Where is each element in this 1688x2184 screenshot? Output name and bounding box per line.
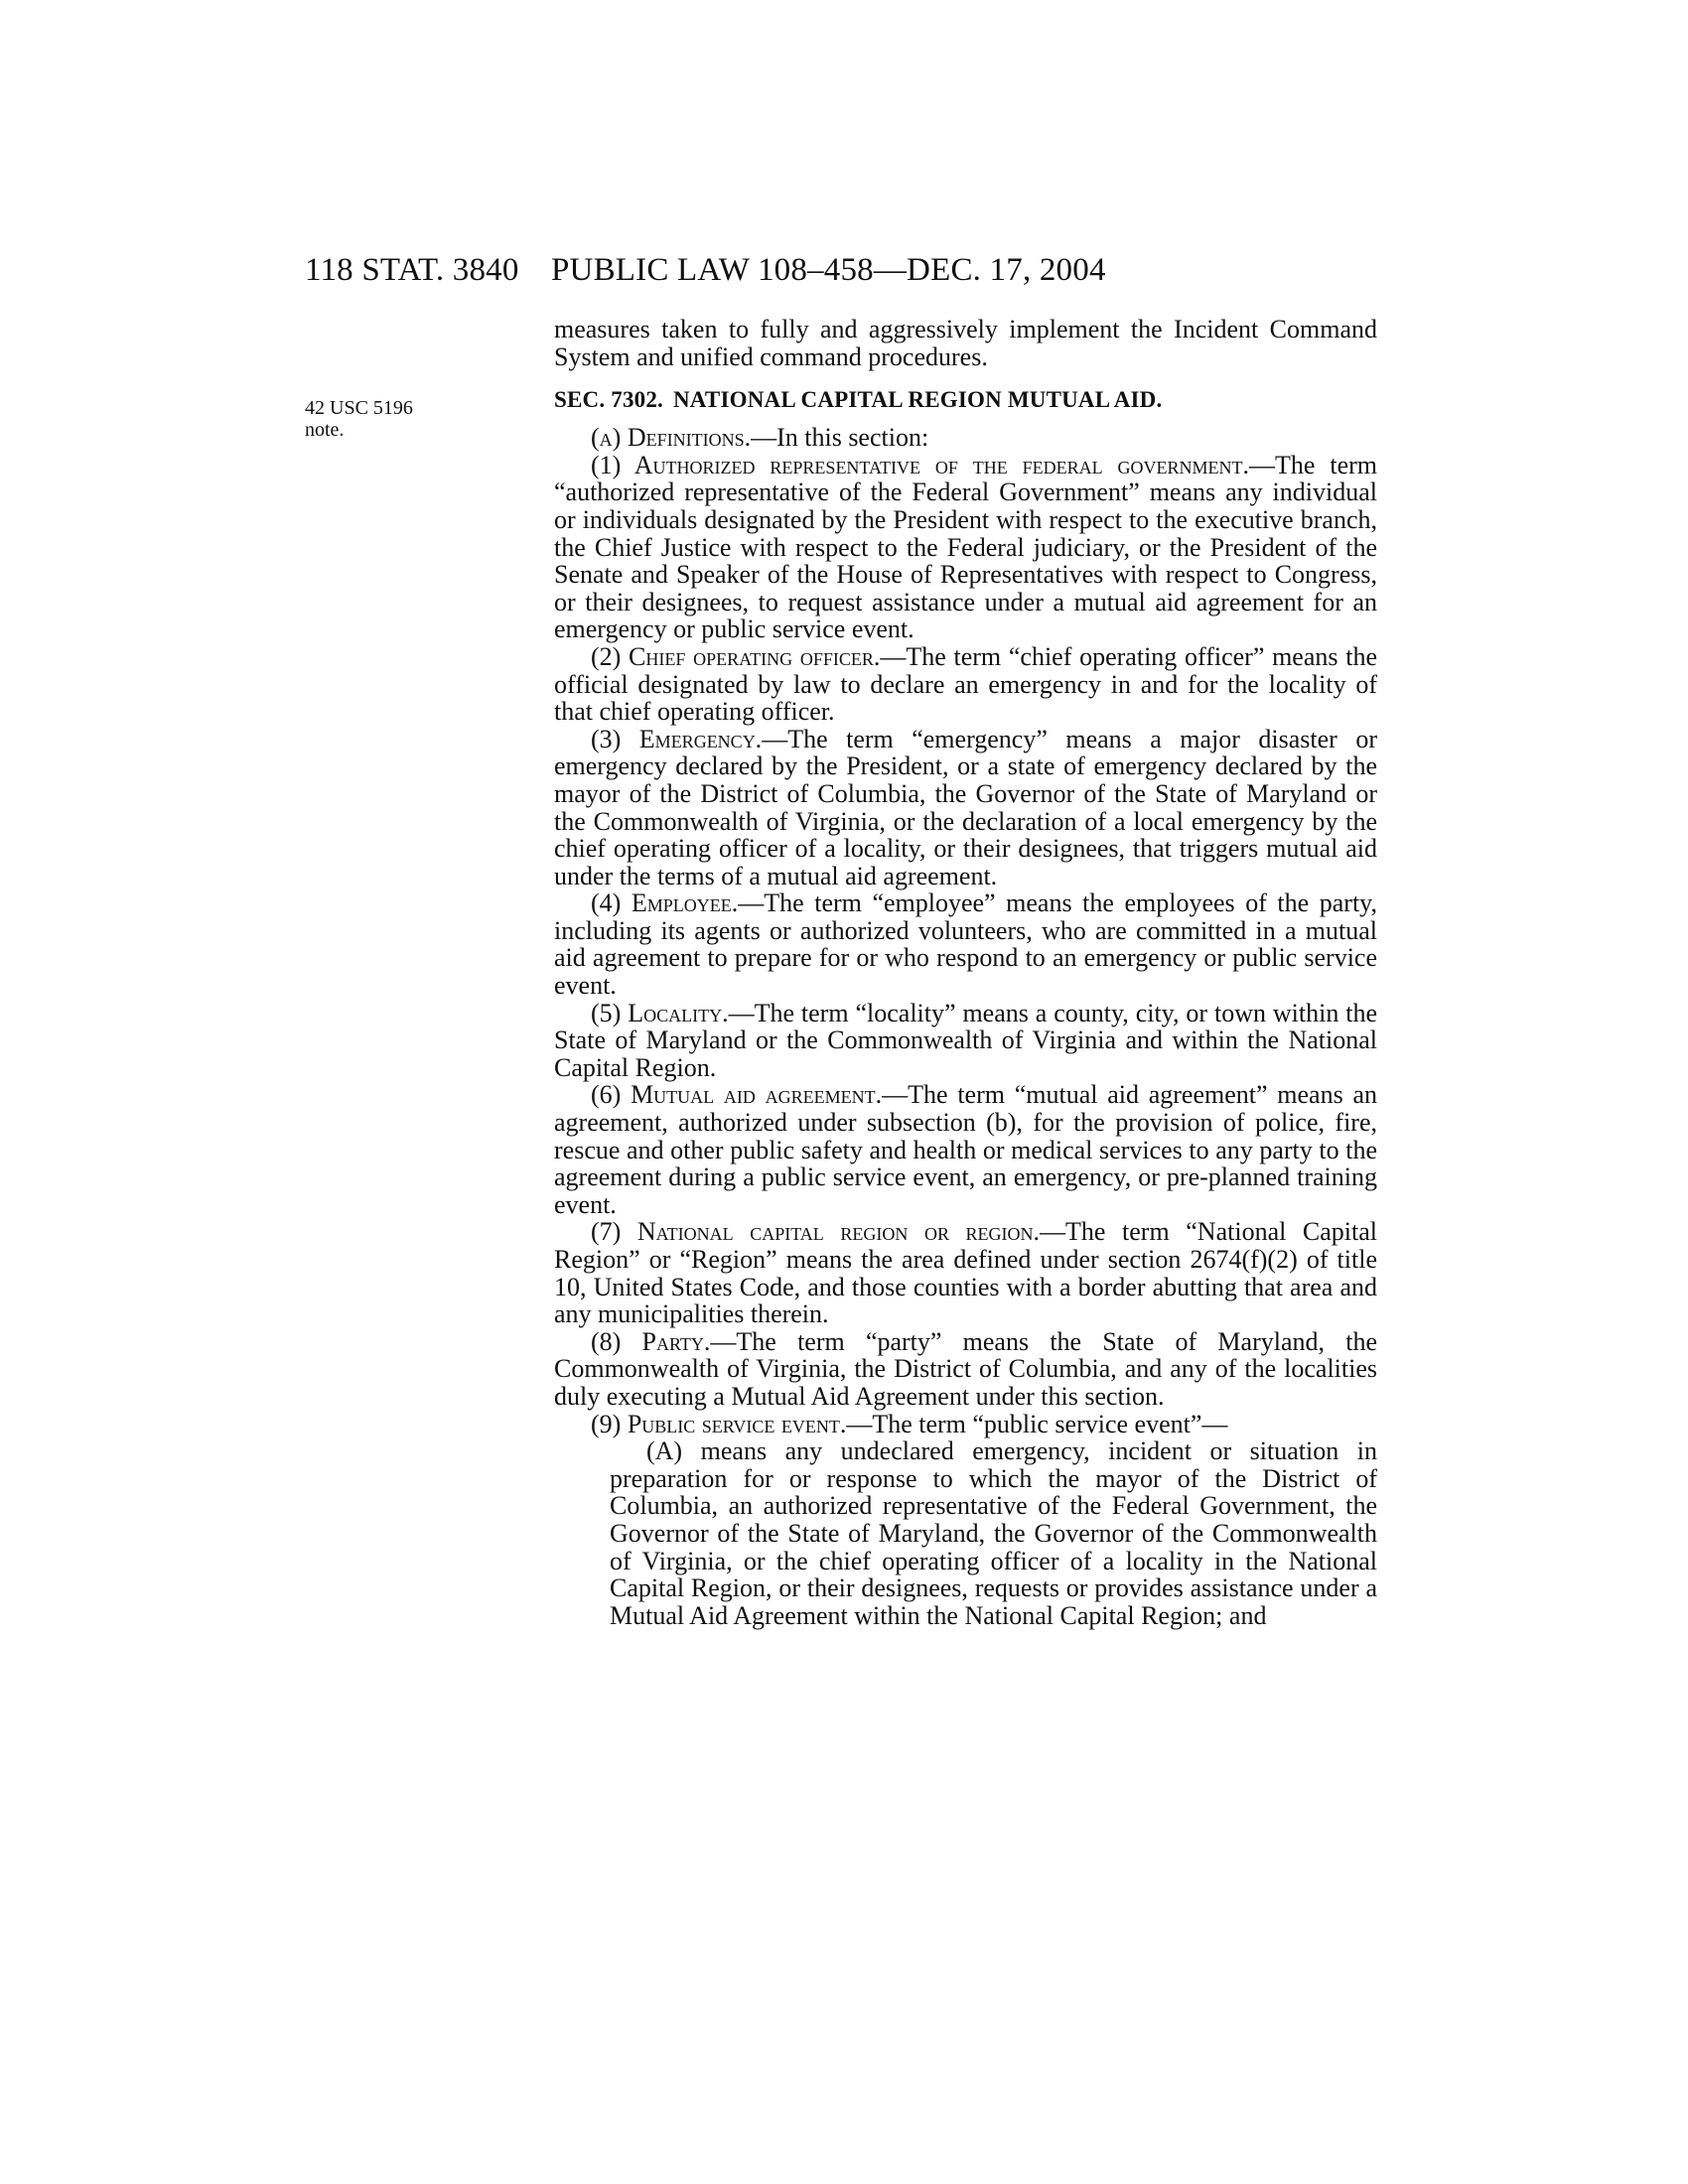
definition-text: —The term “employee” means the employees of the party, including its agents or authorized volunteers, who are committed in a mutual aid agreement to prepare for or who respond to an emergency or public service event.	[554, 888, 1377, 1001]
definition-text: —The term “chief operating officer” means the official designated by law to declare an emergency in and for the locality of that chief operating officer.	[554, 641, 1377, 727]
running-header-title: PUBLIC LAW 108–458—DEC. 17, 2004	[551, 252, 1106, 288]
definition-text: —The term “authorized representative of the Federal Government” means any individual or individuals designated by the President with respect to the executive branch, the Chief Justice with respect to the Federal judiciary, or the President of the Senate and Speaker of the House of Representatives with respect to Congress, or their designees, to request assistance under a mutual aid agreement for an emergency or public service event.	[554, 450, 1377, 644]
definition-heading: (9) Public service event.	[591, 1409, 847, 1438]
definition-text: —The term “emergency” means a major disaster or emergency declared by the President, or a state of emergency declared by the mayor of the District of Columbia, the Governor of the State of Maryland or the Commonwealth of Virginia, or the declaration of a local emergency by the chief operating officer of a locality, or their designees, that triggers mutual aid under the terms of a mutual aid agreement.	[554, 724, 1377, 890]
subsection-text: —In this section:	[751, 423, 929, 453]
section-number: SEC. 7302.	[554, 387, 663, 413]
definition-text: —The term “National Capital Region” or “Region” means the area defined under section 2674(f)(2) of title 10, United States Code, and those counties with a border abutting that area and any municipalities therein.	[554, 1217, 1377, 1329]
definition-4	[554, 889, 1377, 999]
definition-9	[554, 1411, 1377, 1438]
definition-text: —The term “party” means the State of Maryland, the Commonwealth of Virginia, the District of Columbia, and any of the localities duly executing a Mutual Aid Agreement under this section.	[554, 1326, 1377, 1411]
definition-1	[554, 452, 1377, 643]
definition-heading: (8) Party.	[591, 1326, 711, 1356]
definition-heading: (1) Authorized representative of the federal government.	[591, 450, 1250, 479]
definition-text: —The term “public service event”—	[846, 1409, 1228, 1438]
definition-8	[554, 1328, 1377, 1411]
definition-7	[554, 1218, 1377, 1327]
definition-heading: (7) National capital region or region.	[591, 1217, 1041, 1247]
margin-citation-note: note.	[305, 419, 345, 441]
margin-citation-line: 42 USC 5196	[305, 397, 413, 419]
section-title: NATIONAL CAPITAL REGION MUTUAL AID.	[673, 387, 1163, 413]
margin-citation	[305, 397, 454, 441]
definition-heading: (4) Employee.	[591, 888, 739, 918]
section-heading	[554, 386, 1377, 414]
definition-heading: (6) Mutual aid agreement.	[591, 1080, 883, 1110]
definition-6	[554, 1081, 1377, 1218]
definition-heading: (3) Emergency.	[591, 724, 763, 753]
subsection-heading: (a) Definitions.	[591, 423, 752, 453]
clause-a: (A) means any undeclared emergency, incident or situation in preparation for or response to which the mayor of the District of Columbia, an authorized representative of the Federal Government, the Governor of the State of Maryland, the Governor of the Commonwealth of Virginia, or the chief operating officer of a locality in the National Capital Region, or their designees, requests or provides assistance under a Mutual Aid Agreement within the National Capital Region; and	[610, 1436, 1377, 1630]
definition-text: —The term “mutual aid agreement” means an agreement, authorized under subsection (b), for the provision of police, fire, rescue and other public safety and health or medical services to any party to the agreement during a public service event, an emergency, or pre-planned training event.	[554, 1080, 1377, 1219]
definition-heading: (2) Chief operating officer.	[591, 641, 881, 671]
definition-heading: (5) Locality.	[591, 998, 729, 1027]
definition-2	[554, 643, 1377, 726]
definition-5	[554, 1000, 1377, 1082]
definition-text: —The term “locality” means a county, city, or town within the State of Maryland or the Commonwealth of Virginia and within the National Capital Region.	[554, 998, 1377, 1082]
document-body	[554, 316, 1377, 1629]
continuation-paragraph: measures taken to fully and aggressively implement the Incident Command System and unified command procedures.	[554, 315, 1377, 371]
definition-3	[554, 726, 1377, 890]
stat-page-number: 118 STAT. 3840	[305, 252, 519, 288]
subsection-a	[554, 424, 1377, 452]
